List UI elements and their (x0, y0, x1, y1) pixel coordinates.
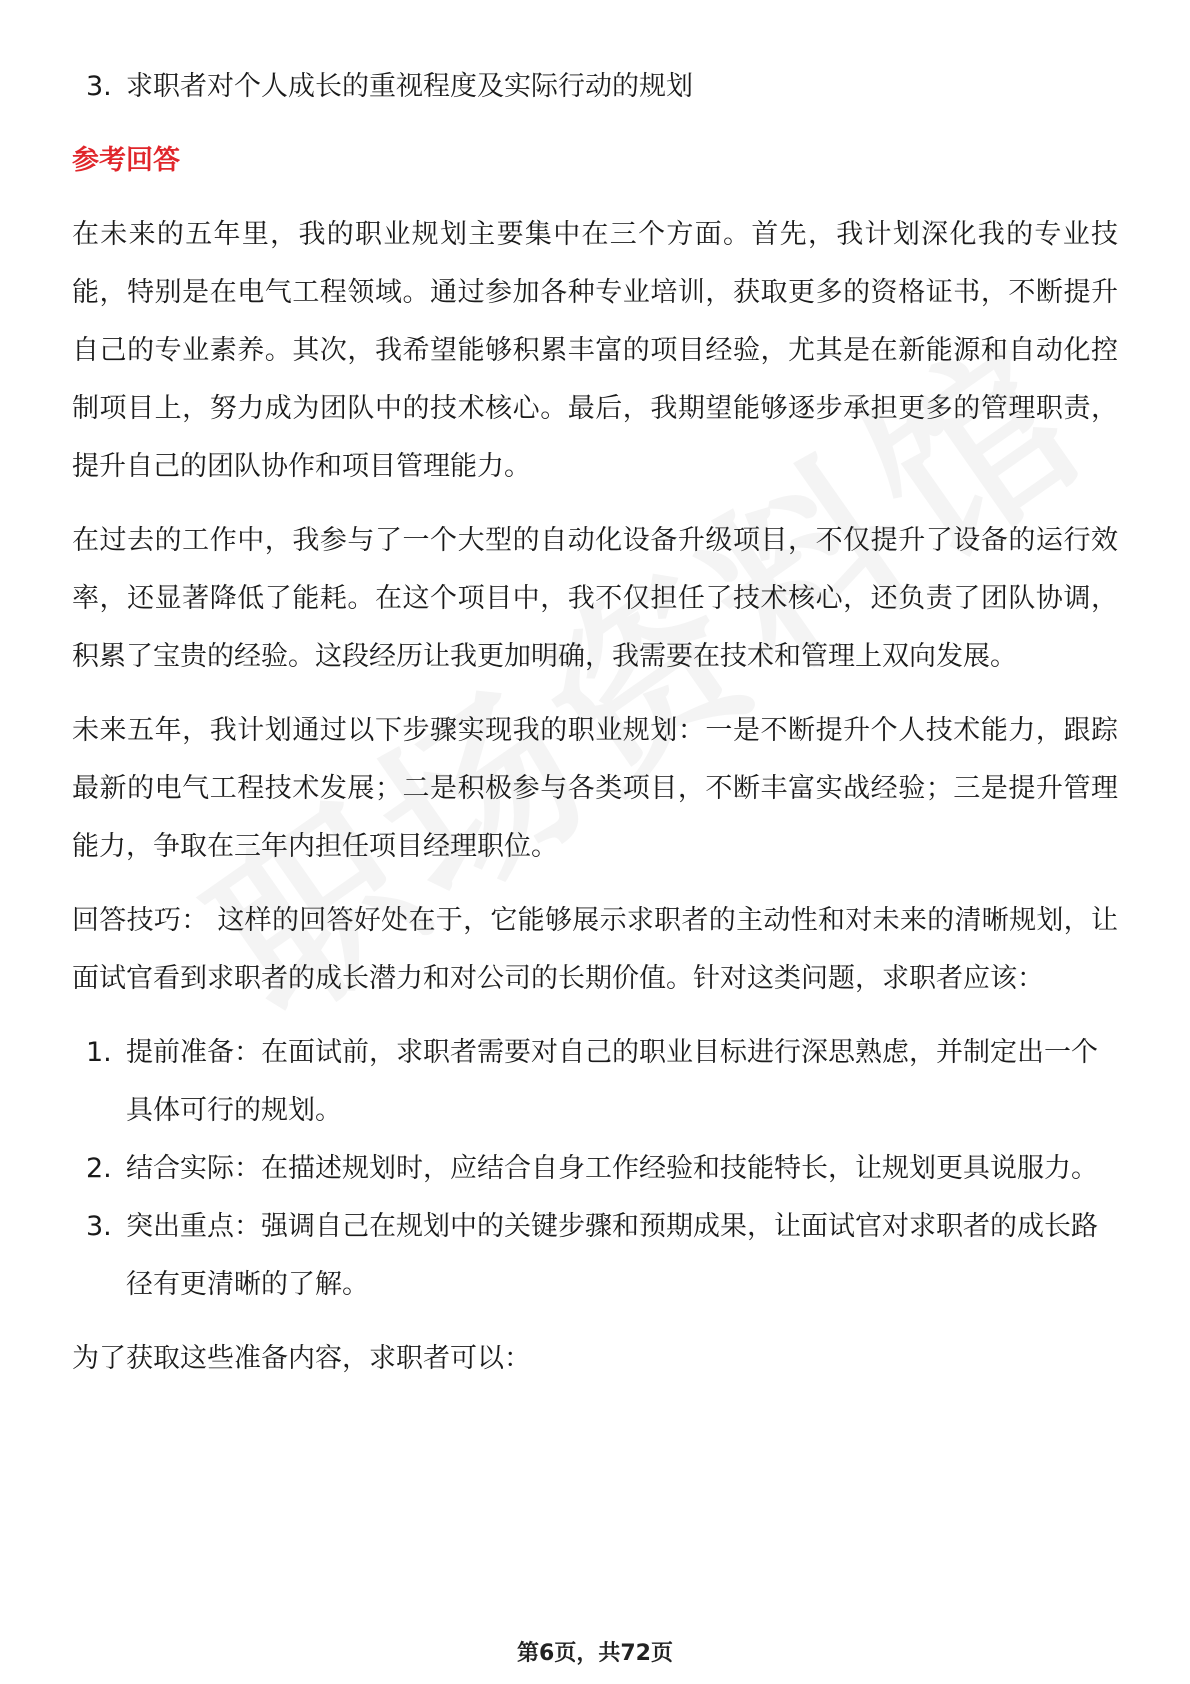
list-item (72, 58, 1118, 116)
page-content (72, 58, 1118, 1388)
list-number: 2. (86, 1153, 112, 1184)
list-text: 结合实际：在描述规划时，应结合自身工作经验和技能特长，让规划更具说服力。 (126, 1153, 1098, 1184)
list-number: 3. (86, 1211, 112, 1242)
list-item (72, 1024, 1118, 1140)
closing-paragraph: 为了获取这些准备内容，求职者可以： (72, 1343, 531, 1374)
list-number: 3. (86, 71, 112, 102)
page-footer: 第6页，共72页 (517, 1641, 673, 1666)
paragraph: 在过去的工作中，我参与了一个大型的自动化设备升级项目，不仅提升了设备的运行效率，还显著降低了能耗。在这个项目中，我不仅担任了技术核心，还负责了团队协调，积累了宝贵的经验。这段经历让我更加明确，我需要在技术和管理上双向发展。 (72, 525, 1118, 672)
tips-list (72, 1024, 1118, 1314)
list-number: 1. (86, 1037, 112, 1068)
paragraph: 回答技巧： 这样的回答好处在于，它能够展示求职者的主动性和对未来的清晰规划，让面试官看到求职者的成长潜力和对公司的长期价值。针对这类问题，求职者应该： (72, 905, 1118, 994)
paragraph: 在未来的五年里，我的职业规划主要集中在三个方面。首先，我计划深化我的专业技能，特别是在电气工程领域。通过参加各种专业培训，获取更多的资格证书，不断提升自己的专业素养。其次，我希望能够积累丰富的项目经验，尤其是在新能源和自动化控制项目上，努力成为团队中的技术核心。最后，我期望能够逐步承担更多的管理职责，提升自己的团队协作和项目管理能力。 (72, 219, 1118, 482)
paragraph: 未来五年，我计划通过以下步骤实现我的职业规划：一是不断提升个人技术能力，跟踪最新的电气工程技术发展；二是积极参与各类项目，不断丰富实战经验；三是提升管理能力，争取在三年内担任项目经理职位。 (72, 715, 1118, 862)
section-heading: 参考回答 (72, 145, 180, 176)
list-item (72, 1198, 1118, 1314)
list-text: 求职者对个人成长的重视程度及实际行动的规划 (126, 71, 693, 102)
list-item (72, 1140, 1118, 1198)
list-text: 提前准备：在面试前，求职者需要对自己的职业目标进行深思熟虑，并制定出一个具体可行的规划。 (126, 1037, 1098, 1126)
list-text: 突出重点：强调自己在规划中的关键步骤和预期成果，让面试官对求职者的成长路径有更清晰的了解。 (126, 1211, 1098, 1300)
